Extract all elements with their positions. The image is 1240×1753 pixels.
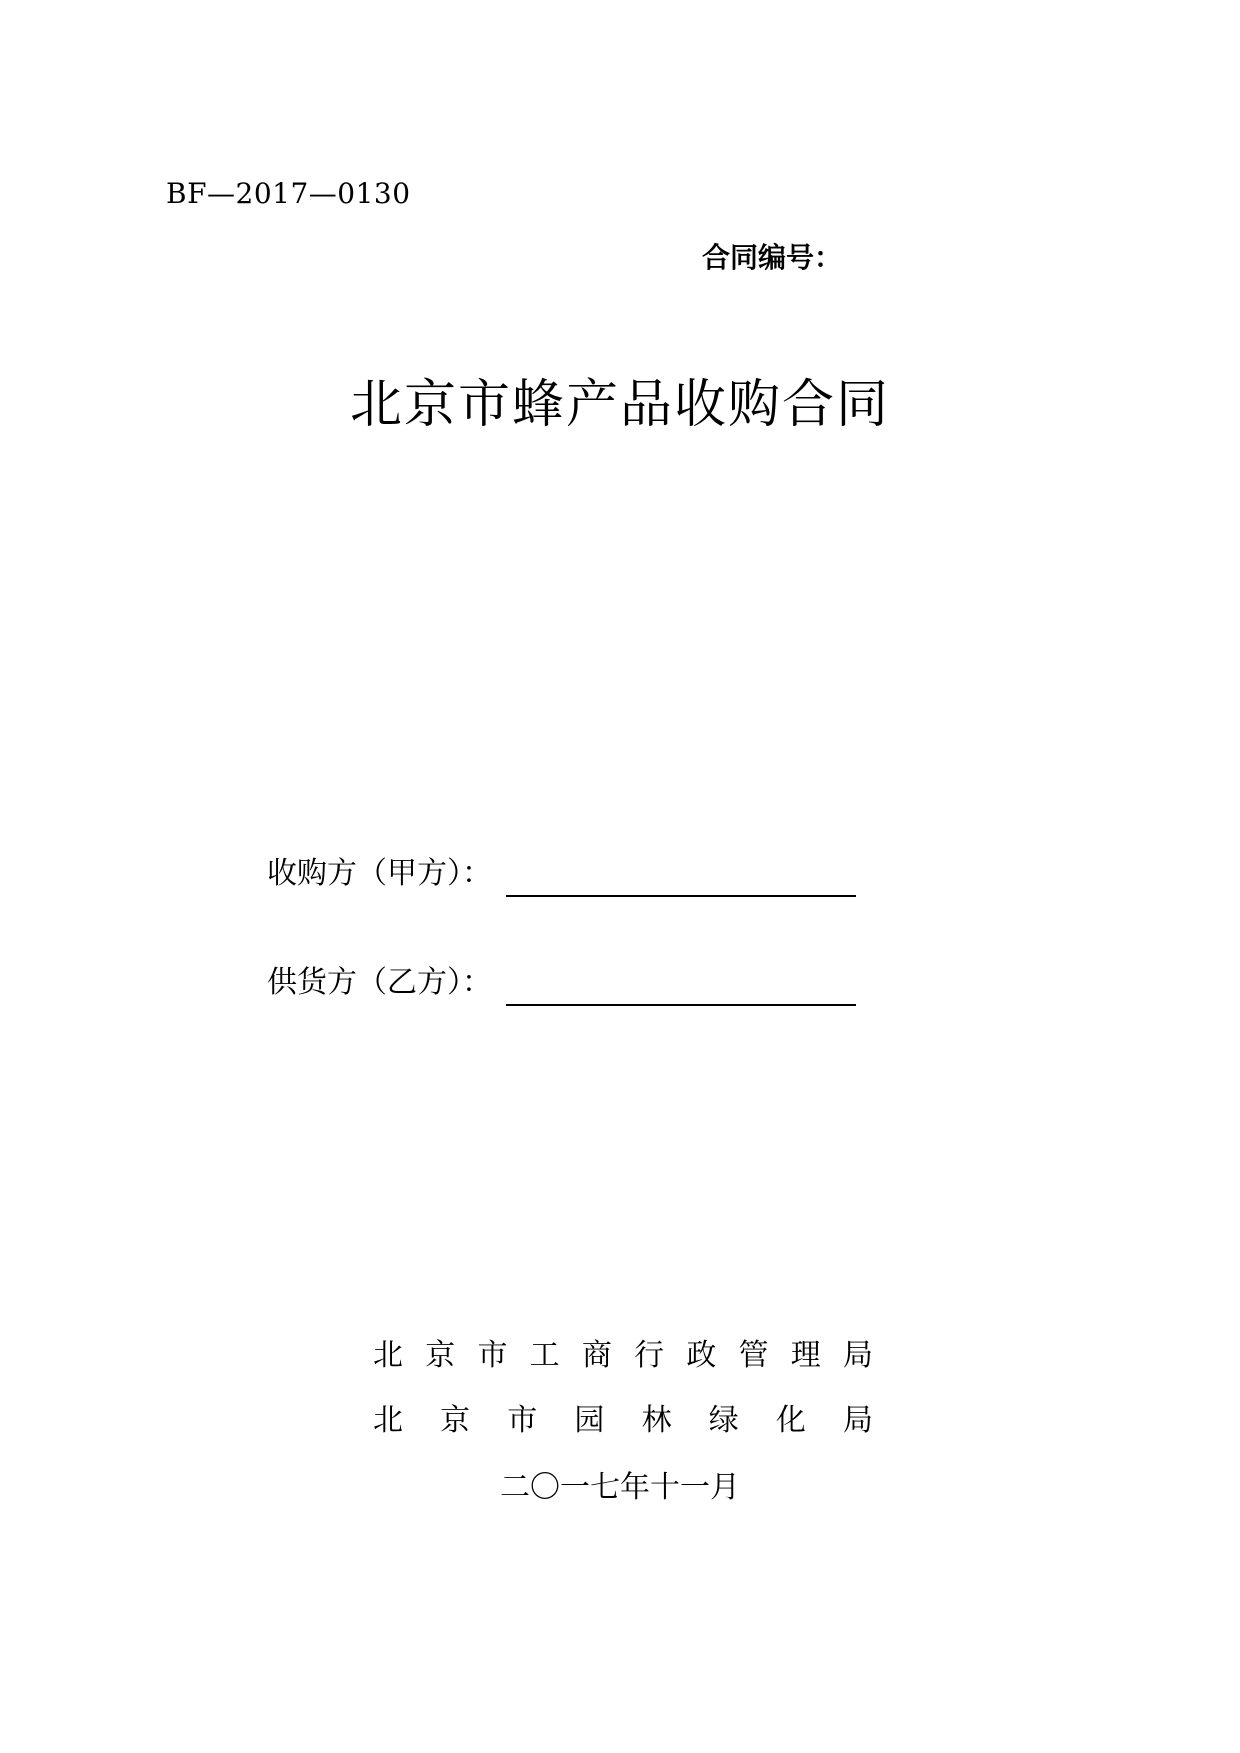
supplier-party-field xyxy=(267,962,856,1004)
contract-number-label: 合同编号： xyxy=(702,241,843,274)
issuer-char: 行 xyxy=(634,1338,665,1373)
issuer-char: 理 xyxy=(790,1338,821,1373)
issuer-char: 京 xyxy=(440,1403,471,1438)
issuer-char: 京 xyxy=(425,1338,456,1373)
issuer-char: 林 xyxy=(641,1403,672,1438)
issuer-char: 化 xyxy=(775,1403,806,1438)
issuer-char: 局 xyxy=(842,1338,873,1373)
issuer-line-1 xyxy=(373,1335,873,1377)
issuer-char: 北 xyxy=(373,1338,403,1373)
issuer-char: 政 xyxy=(686,1338,717,1373)
buyer-label: 收购方（甲方）： xyxy=(267,856,492,891)
document-code: BF—2017—0130 xyxy=(166,177,411,210)
issuer-char: 工 xyxy=(529,1338,560,1373)
issuer-char: 局 xyxy=(842,1403,873,1438)
issuer-char: 市 xyxy=(507,1403,538,1438)
supplier-label: 供货方（乙方）： xyxy=(267,965,492,1000)
issuer-char: 绿 xyxy=(708,1403,739,1438)
buyer-party-field xyxy=(267,853,856,895)
issuer-char: 市 xyxy=(477,1338,508,1373)
issuer-char: 管 xyxy=(738,1338,769,1373)
issuer-line-2 xyxy=(373,1400,873,1442)
issue-date: 二〇一七年十一月 xyxy=(500,1470,740,1505)
page-title: 北京市蜂产品收购合同 xyxy=(349,375,890,435)
issuer-char: 园 xyxy=(574,1403,605,1438)
issuer-char: 商 xyxy=(581,1338,612,1373)
buyer-blank-line xyxy=(506,861,856,897)
issuer-char: 北 xyxy=(373,1403,403,1438)
supplier-blank-line xyxy=(506,970,856,1006)
